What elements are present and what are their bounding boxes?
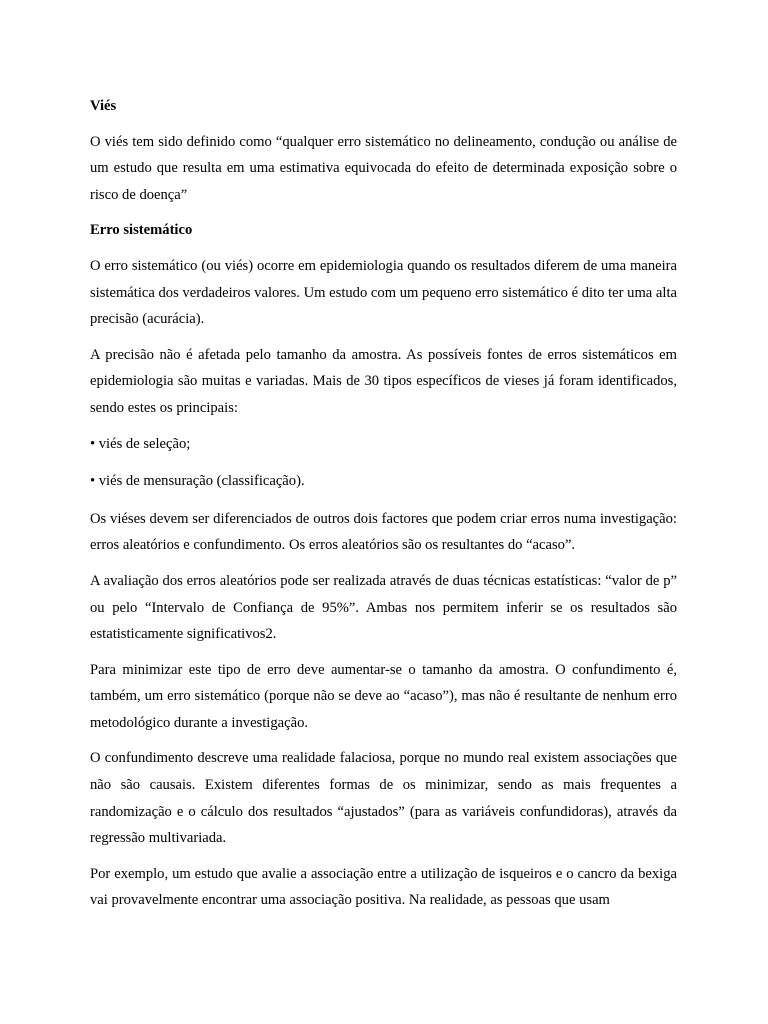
paragraph-confundimento: O confundimento descreve uma realidade falaciosa, porque no mundo real existem associações que não são causais. Existem diferentes formas de os minimizar, sendo as mais frequentes a randomização e o cálculo dos resultados “ajustados” (para as variáveis confundidoras), através da regressão multivariada. [90,750,677,847]
section-heading-erro-sistematico: Erro sistemático [90,222,193,239]
paragraph-precisao: A precisão não é afetada pelo tamanho da amostra. As possíveis fontes de erros sistemáticos em epidemiologia são muitas e variadas. Mais de 30 tipos específicos de vieses já foram identificados, sendo estes os principais: [90,346,677,416]
paragraph-vies-definition: O viés tem sido definido como “qualquer erro sistemático no delineamento, condução ou análise de um estudo que resulta em uma estimativa equivocada do efeito de determinada exposição sobre o risco de doença” [90,133,677,203]
bullet-item-vies-mensuracao: • viés de mensuração (classificação). [90,473,305,490]
paragraph-erros-aleatorios: A avaliação dos erros aleatórios pode ser realizada através de duas técnicas estatísticas: “valor de p” ou pelo “Intervalo de Confiança de 95%”. Ambas nos permitem inferir se os resultados são estatisticamente significativos2. [90,572,677,643]
paragraph-exemplo: Por exemplo, um estudo que avalie a associação entre a utilização de isqueiros e o cancro da bexiga vai provavelmente encontrar uma associação positiva. Na realidade, as pessoas que usam [90,865,677,909]
section-heading-vies: Viés [90,98,117,114]
bullet-item-vies-selecao: • viés de seleção; [90,435,191,452]
document-page [90,93,677,923]
paragraph-minimizar-erro: Para minimizar este tipo de erro deve aumentar-se o tamanho da amostra. O confundimento é, também, um erro sistemático (porque não se deve ao “acaso”), mas não é resultante de nenhum erro metodológico durante a investigação. [90,661,677,731]
paragraph-erro-sistematico: O erro sistemático (ou viés) ocorre em epidemiologia quando os resultados diferem de uma maneira sistemática dos verdadeiros valores. Um estudo com um pequeno erro sistemático é dito ter uma alta precisão (acurácia). [90,257,677,328]
paragraph-vieses-diferenciados: Os viéses devem ser diferenciados de outros dois factores que podem criar erros numa investigação: erros aleatórios e confundimento. Os erros aleatórios são os resultantes do “acaso”. [90,510,677,554]
